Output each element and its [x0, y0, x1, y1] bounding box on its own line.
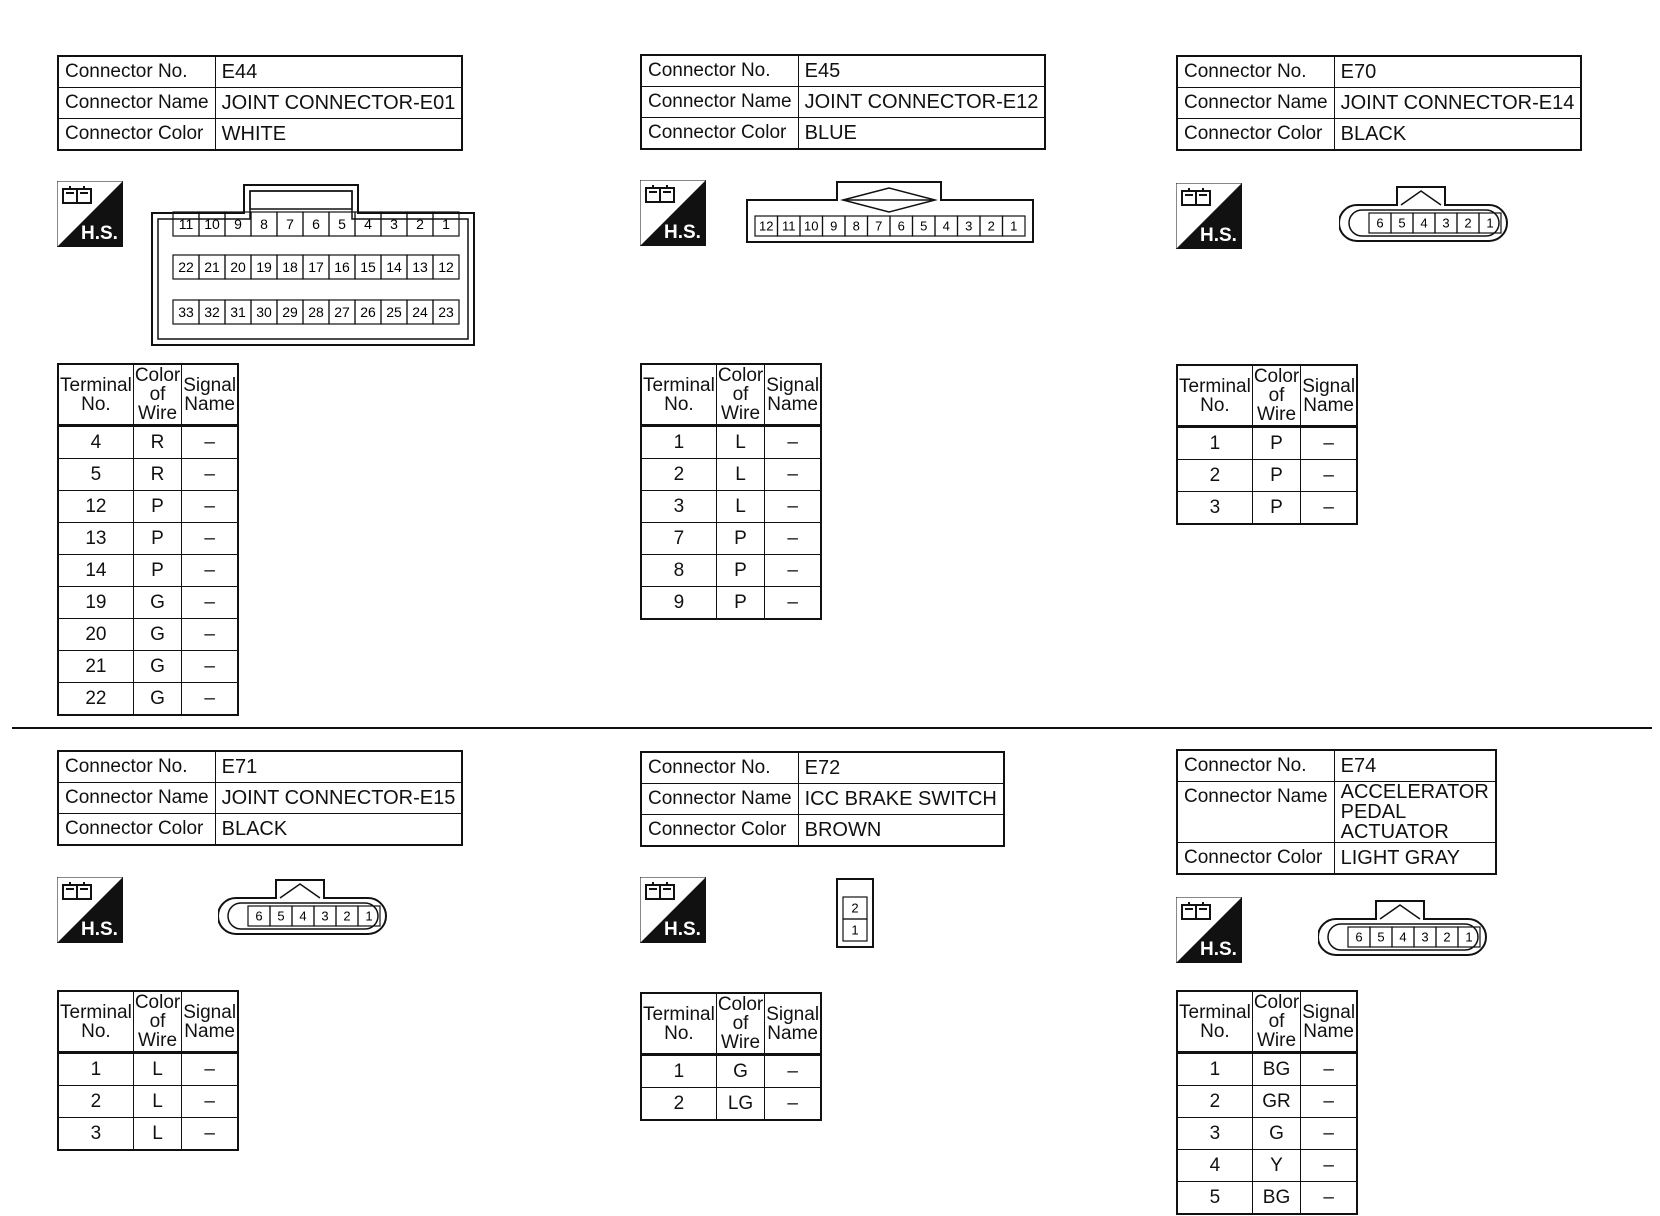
terminal-no-cell: 2 [58, 1086, 133, 1118]
wire-color-cell: Y [1252, 1150, 1300, 1182]
wire-color-cell: L [133, 1086, 181, 1118]
terminal-row [58, 651, 238, 683]
terminal-no-header: Terminal No. [58, 991, 133, 1053]
terminal-no-cell: 22 [58, 683, 133, 716]
pin-number: 23 [438, 304, 454, 321]
signal-name-cell: – [182, 491, 238, 523]
terminal-row [1177, 1086, 1357, 1118]
terminal-table-e71 [57, 990, 239, 1151]
signal-name-cell: – [1301, 460, 1357, 492]
connector-info-e44 [57, 55, 463, 151]
terminal-no-cell: 1 [641, 1055, 716, 1088]
terminal-no-cell: 7 [641, 523, 716, 555]
connector-color-value: BLACK [1334, 119, 1581, 151]
terminal-row [641, 1088, 821, 1121]
pin-number: 10 [804, 218, 819, 234]
signal-name-cell: – [182, 459, 238, 491]
wire-color-cell: L [716, 491, 764, 523]
wire-color-cell: P [1252, 460, 1300, 492]
terminal-no-cell: 1 [58, 1053, 133, 1086]
connector-name-label: Connector Name [641, 87, 798, 118]
pin-number: 6 [1355, 929, 1363, 945]
terminal-row [641, 1055, 821, 1088]
pin-number: 6 [897, 218, 905, 234]
terminal-no-cell: 2 [1177, 1086, 1252, 1118]
connector-color-label: Connector Color [641, 118, 798, 150]
pin-number: 1 [365, 908, 373, 924]
connector-info-e70 [1176, 55, 1582, 151]
connector-no-label: Connector No. [58, 751, 215, 783]
hs-harness-side-icon [1176, 897, 1242, 963]
signal-name-cell: – [765, 1088, 821, 1121]
pin-number: 14 [386, 259, 402, 276]
signal-name-cell: – [182, 555, 238, 587]
terminal-row [58, 619, 238, 651]
wire-color-cell: G [716, 1055, 764, 1088]
pin-number: 18 [282, 259, 298, 276]
terminal-no-cell: 3 [1177, 492, 1252, 525]
connector-color-label: Connector Color [58, 119, 215, 151]
terminal-row [1177, 492, 1357, 525]
connector-color-label: Connector Color [641, 815, 798, 847]
pin-number: 2 [1464, 215, 1472, 231]
wire-color-cell: GR [1252, 1086, 1300, 1118]
connector-info-e45 [640, 54, 1046, 150]
wire-color-cell: BG [1252, 1053, 1300, 1086]
signal-name-cell: – [1301, 492, 1357, 525]
pin-number: 2 [851, 900, 859, 916]
terminal-row [58, 426, 238, 459]
terminal-row [58, 1086, 238, 1118]
terminal-row [641, 523, 821, 555]
signal-name-cell: – [765, 491, 821, 523]
terminal-row [58, 555, 238, 587]
pin-number: 11 [178, 216, 194, 233]
signal-name-cell: – [765, 459, 821, 491]
pin-number: 13 [412, 259, 428, 276]
signal-name-header: Signal Name [1301, 991, 1357, 1053]
signal-name-cell: – [765, 426, 821, 459]
pin-number: 9 [830, 218, 838, 234]
terminal-row [58, 459, 238, 491]
terminal-no-cell: 1 [641, 426, 716, 459]
wire-color-cell: G [1252, 1118, 1300, 1150]
connector-name-value: ICC BRAKE SWITCH [798, 784, 1004, 815]
wire-color-cell: P [133, 491, 181, 523]
pin-number: 12 [759, 218, 774, 234]
signal-name-cell: – [1301, 1182, 1357, 1215]
pin-number: 27 [334, 304, 350, 321]
pin-number: 28 [308, 304, 324, 321]
terminal-no-cell: 3 [641, 491, 716, 523]
pin-number: 9 [234, 216, 242, 233]
pin-number: 5 [338, 216, 346, 233]
signal-name-cell: – [182, 523, 238, 555]
pin-number: 33 [178, 304, 194, 321]
signal-name-cell: – [1301, 1053, 1357, 1086]
connector-face-e70 [1339, 183, 1509, 243]
terminal-row [58, 683, 238, 716]
signal-name-cell: – [765, 587, 821, 620]
wire-color-cell: G [133, 587, 181, 619]
terminal-table-e74 [1176, 990, 1358, 1215]
connector-name-label: Connector Name [1177, 88, 1334, 119]
terminal-no-header: Terminal No. [58, 364, 133, 426]
terminal-no-cell: 3 [1177, 1118, 1252, 1150]
hs-label: H.S. [81, 919, 118, 940]
pin-number: 22 [178, 259, 194, 276]
pin-number: 26 [360, 304, 376, 321]
pin-number: 1 [442, 216, 450, 233]
pin-number: 3 [1442, 215, 1450, 231]
terminal-row [1177, 1150, 1357, 1182]
terminal-row [1177, 1182, 1357, 1215]
terminal-no-cell: 4 [1177, 1150, 1252, 1182]
connector-face-e71 [218, 876, 388, 936]
pin-number: 5 [1398, 215, 1406, 231]
pin-number: 5 [1377, 929, 1385, 945]
connector-color-label: Connector Color [1177, 119, 1334, 151]
wire-color-cell: G [133, 683, 181, 716]
hs-label: H.S. [664, 222, 701, 243]
wire-color-cell: R [133, 459, 181, 491]
signal-name-header: Signal Name [765, 993, 821, 1055]
terminal-table-e72 [640, 992, 822, 1121]
terminal-no-cell: 19 [58, 587, 133, 619]
signal-name-cell: – [1301, 1118, 1357, 1150]
pin-number: 20 [230, 259, 246, 276]
pin-number: 8 [260, 216, 268, 233]
signal-name-header: Signal Name [765, 364, 821, 426]
connector-no-value: E45 [798, 55, 1045, 87]
pin-number: 11 [782, 218, 796, 234]
terminal-no-cell: 1 [1177, 1053, 1252, 1086]
terminal-no-cell: 13 [58, 523, 133, 555]
wire-color-header: Color of Wire [1253, 366, 1300, 425]
wire-color-cell: L [133, 1053, 181, 1086]
hs-harness-side-icon [57, 181, 123, 247]
connector-face-e72 [835, 877, 875, 949]
pin-number: 3 [965, 218, 973, 234]
terminal-no-cell: 2 [641, 459, 716, 491]
terminal-no-cell: 4 [58, 426, 133, 459]
hs-harness-side-icon [1176, 183, 1242, 249]
terminal-no-header: Terminal No. [1177, 365, 1252, 427]
wire-color-cell: G [133, 619, 181, 651]
terminal-row [641, 426, 821, 459]
connector-face-e45 [745, 180, 1035, 244]
wire-color-header: Color of Wire [717, 994, 764, 1053]
pin-number: 6 [255, 908, 263, 924]
hs-label: H.S. [1200, 939, 1237, 960]
wire-color-cell: BG [1252, 1182, 1300, 1215]
pin-number: 5 [277, 908, 285, 924]
pin-number: 17 [308, 259, 324, 276]
terminal-table-e44 [57, 363, 239, 716]
terminal-no-cell: 5 [1177, 1182, 1252, 1215]
pin-number: 15 [360, 259, 376, 276]
wire-color-cell: G [133, 651, 181, 683]
connector-name-value: JOINT CONNECTOR-E12 [798, 87, 1045, 118]
signal-name-header: Signal Name [182, 364, 238, 426]
terminal-row [1177, 460, 1357, 492]
terminal-row [58, 1118, 238, 1151]
pin-number: 25 [386, 304, 402, 321]
terminal-no-cell: 5 [58, 459, 133, 491]
pin-number: 6 [312, 216, 320, 233]
terminal-no-cell: 14 [58, 555, 133, 587]
pin-number: 19 [256, 259, 272, 276]
pin-number: 1 [1465, 929, 1473, 945]
terminal-row [58, 1053, 238, 1086]
connector-color-value: BROWN [798, 815, 1004, 847]
pin-number: 8 [852, 218, 860, 234]
connector-color-value: WHITE [215, 119, 462, 151]
pin-number: 1 [851, 922, 859, 938]
pin-number: 2 [343, 908, 351, 924]
pin-number: 31 [230, 304, 246, 321]
wire-color-cell: P [133, 523, 181, 555]
terminal-no-header: Terminal No. [1177, 991, 1252, 1053]
pin-number: 12 [438, 259, 454, 276]
wire-color-cell: P [716, 587, 764, 620]
connector-info-e72 [640, 751, 1005, 847]
wire-color-cell: L [716, 426, 764, 459]
signal-name-cell: – [182, 587, 238, 619]
pin-number: 21 [204, 259, 220, 276]
terminal-row [1177, 1053, 1357, 1086]
wire-color-cell: L [716, 459, 764, 491]
signal-name-header: Signal Name [182, 991, 238, 1053]
pin-number: 1 [1486, 215, 1494, 231]
pin-number: 7 [286, 216, 294, 233]
wire-color-header: Color of Wire [717, 365, 764, 424]
connector-no-label: Connector No. [1177, 56, 1334, 88]
connector-color-value: BLUE [798, 118, 1045, 150]
pin-number: 29 [282, 304, 298, 321]
connector-no-value: E72 [798, 752, 1004, 784]
wire-color-cell: P [133, 555, 181, 587]
signal-name-cell: – [182, 619, 238, 651]
connector-no-label: Connector No. [641, 752, 798, 784]
wire-color-header: Color of Wire [134, 365, 181, 424]
signal-name-cell: – [182, 426, 238, 459]
pin-number: 10 [204, 216, 220, 233]
pin-number: 4 [1399, 929, 1407, 945]
terminal-no-cell: 9 [641, 587, 716, 620]
pin-number: 2 [1443, 929, 1451, 945]
connector-no-label: Connector No. [641, 55, 798, 87]
pin-number: 30 [256, 304, 272, 321]
pin-number: 16 [334, 259, 350, 276]
signal-name-cell: – [765, 555, 821, 587]
hs-harness-side-icon [640, 877, 706, 943]
terminal-row [641, 555, 821, 587]
wire-color-cell: P [1252, 492, 1300, 525]
connector-info-e71 [57, 750, 463, 846]
connector-no-value: E44 [215, 56, 462, 88]
wire-color-cell: P [716, 555, 764, 587]
signal-name-header: Signal Name [1301, 365, 1357, 427]
terminal-no-header: Terminal No. [641, 364, 716, 426]
pin-number: 4 [942, 218, 950, 234]
connector-info-e74 [1176, 749, 1497, 875]
terminal-no-header: Terminal No. [641, 993, 716, 1055]
pin-number: 3 [390, 216, 398, 233]
connector-color-value: BLACK [215, 814, 462, 846]
terminal-no-cell: 12 [58, 491, 133, 523]
pin-number: 1 [1010, 218, 1018, 234]
connector-no-value: E74 [1334, 750, 1496, 782]
connector-name-value: JOINT CONNECTOR-E14 [1334, 88, 1581, 119]
connector-no-value: E70 [1334, 56, 1581, 88]
terminal-row [641, 491, 821, 523]
terminal-row [1177, 427, 1357, 460]
connector-name-value: JOINT CONNECTOR-E15 [215, 783, 462, 814]
pin-number: 4 [1420, 215, 1428, 231]
terminal-no-cell: 8 [641, 555, 716, 587]
terminal-no-cell: 20 [58, 619, 133, 651]
pin-number: 3 [321, 908, 329, 924]
wire-color-cell: LG [716, 1088, 764, 1121]
terminal-row [1177, 1118, 1357, 1150]
hs-harness-side-icon [57, 877, 123, 943]
pin-number: 2 [987, 218, 995, 234]
signal-name-cell: – [1301, 1086, 1357, 1118]
pin-number: 3 [1421, 929, 1429, 945]
terminal-no-cell: 2 [1177, 460, 1252, 492]
pin-number: 32 [204, 304, 220, 321]
connector-color-label: Connector Color [1177, 843, 1334, 875]
wire-color-cell: R [133, 426, 181, 459]
pin-number: 4 [299, 908, 307, 924]
terminal-row [641, 459, 821, 491]
signal-name-cell: – [1301, 427, 1357, 460]
wire-color-cell: P [716, 523, 764, 555]
signal-name-cell: – [765, 1055, 821, 1088]
connector-no-label: Connector No. [58, 56, 215, 88]
pin-number: 7 [875, 218, 883, 234]
pin-number: 2 [416, 216, 424, 233]
terminal-no-cell: 1 [1177, 427, 1252, 460]
section-divider [12, 727, 1652, 729]
pin-number: 24 [412, 304, 428, 321]
hs-label: H.S. [664, 919, 701, 940]
connector-color-value: LIGHT GRAY [1334, 843, 1496, 875]
connector-name-label: Connector Name [58, 783, 215, 814]
terminal-row [58, 491, 238, 523]
pin-number: 5 [920, 218, 928, 234]
terminal-no-cell: 3 [58, 1118, 133, 1151]
wire-color-header: Color of Wire [134, 992, 181, 1051]
signal-name-cell: – [182, 683, 238, 716]
connector-face-e74 [1318, 897, 1488, 957]
terminal-row [58, 523, 238, 555]
hs-label: H.S. [1200, 225, 1237, 246]
connector-color-label: Connector Color [58, 814, 215, 846]
terminal-table-e45 [640, 363, 822, 620]
signal-name-cell: – [182, 651, 238, 683]
connector-name-label: Connector Name [58, 88, 215, 119]
connector-name-value: ACCELERATOR PEDAL ACTUATOR [1334, 782, 1496, 843]
terminal-no-cell: 2 [641, 1088, 716, 1121]
pin-number: 4 [364, 216, 372, 233]
connector-face-e44 [150, 183, 480, 348]
connector-name-label: Connector Name [641, 784, 798, 815]
connector-no-value: E71 [215, 751, 462, 783]
signal-name-cell: – [182, 1086, 238, 1118]
connector-name-value: JOINT CONNECTOR-E01 [215, 88, 462, 119]
connector-no-label: Connector No. [1177, 750, 1334, 782]
hs-harness-side-icon [640, 180, 706, 246]
hs-label: H.S. [81, 223, 118, 244]
pin-number: 6 [1376, 215, 1384, 231]
wire-color-cell: P [1252, 427, 1300, 460]
terminal-no-cell: 21 [58, 651, 133, 683]
terminal-row [641, 587, 821, 620]
signal-name-cell: – [182, 1053, 238, 1086]
signal-name-cell: – [1301, 1150, 1357, 1182]
connector-name-label: Connector Name [1177, 782, 1334, 843]
signal-name-cell: – [765, 523, 821, 555]
wire-color-cell: L [133, 1118, 181, 1151]
signal-name-cell: – [182, 1118, 238, 1151]
terminal-row [58, 587, 238, 619]
wire-color-header: Color of Wire [1253, 992, 1300, 1051]
terminal-table-e70 [1176, 364, 1358, 525]
